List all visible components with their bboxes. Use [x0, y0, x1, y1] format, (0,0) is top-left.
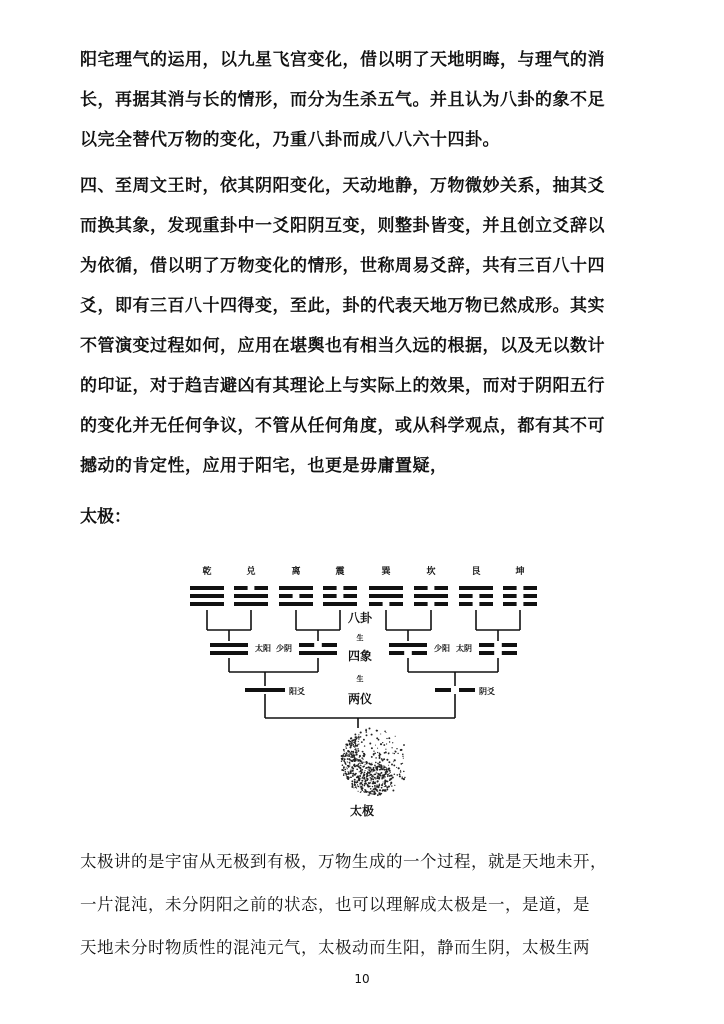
yao-line	[234, 594, 268, 598]
yao-line	[389, 651, 404, 655]
eight-trigrams-label: 八卦	[347, 611, 373, 625]
yao-line	[190, 594, 224, 598]
two-modes-label: 两仪	[347, 692, 373, 706]
yao-line	[299, 643, 314, 647]
yao-line	[210, 651, 248, 655]
generates-label: 生	[356, 675, 364, 683]
yao-line	[369, 602, 383, 606]
yao-line	[459, 688, 475, 692]
yao-line	[435, 688, 451, 692]
yao-line	[234, 602, 268, 606]
yao-line	[502, 643, 517, 647]
text-line: 一片混沌，未分阴阳之前的状态，也可以理解成太极是一，是道，是	[80, 895, 590, 914]
yao-line	[245, 688, 285, 692]
yao-line	[479, 643, 494, 647]
trigram-name-label: 离	[291, 567, 301, 577]
yao-line	[299, 594, 313, 598]
paragraph-3	[80, 840, 660, 969]
yao-line	[414, 602, 428, 606]
yao-line	[343, 594, 357, 598]
trigram-name-label: 震	[335, 567, 345, 577]
yao-line	[369, 586, 403, 590]
yao-line	[523, 602, 537, 606]
yao-line	[279, 602, 313, 606]
text-line: 爻，即有三百八十四得变，至此，卦的代表天地万物已然成形。其实	[80, 296, 605, 316]
text-line: 而换其象，发现重卦中一爻阳阴互变，则整卦皆变，并且创立爻辞以	[80, 216, 605, 236]
yao-line	[414, 586, 428, 590]
yao-line	[503, 602, 517, 606]
yao-line	[389, 602, 403, 606]
yao-line	[412, 651, 427, 655]
yao-line	[523, 594, 537, 598]
four-image-label: 少阳	[434, 644, 450, 653]
generates-label: 生	[356, 634, 364, 642]
taiji-symbol-icon	[341, 727, 406, 796]
text-line: 以完全替代万物的变化，乃重八卦而成八八六十四卦。	[80, 130, 500, 150]
trigram-name-label: 坎	[426, 567, 436, 577]
yao-line	[279, 586, 313, 590]
text-line: 的变化并无任何争议，不管从任何角度，或从科学观点，都有其不可	[80, 416, 605, 436]
text-line: 为依循，借以明了万物变化的情形，世称周易爻辞，共有三百八十四	[80, 256, 605, 276]
text-line: 四、至周文王时，依其阴阳变化，天动地静，万物微妙关系，抽其爻	[80, 176, 605, 196]
yao-line	[479, 594, 493, 598]
yao-line	[459, 594, 473, 598]
four-images-label: 四象	[347, 649, 373, 663]
yao-line	[234, 586, 248, 590]
taiji-label: 太极	[349, 804, 375, 818]
text-line: 太极讲的是宇宙从无极到有极，万物生成的一个过程，就是天地未开，	[80, 852, 607, 871]
yao-line	[323, 602, 357, 606]
two-mode-label: 阳爻	[289, 687, 305, 696]
text-line: 不管演变过程如何，应用在堪舆也有相当久远的根据，以及无以数计	[80, 336, 605, 356]
yao-line	[210, 643, 248, 647]
yao-line	[503, 586, 517, 590]
four-image-label: 太阳	[255, 644, 271, 653]
yao-line	[414, 594, 448, 598]
page-number: 10	[354, 972, 370, 986]
yao-line	[254, 586, 268, 590]
text-line: 撼动的肯定性，应用于阳宅，也更是毋庸置疑，	[80, 456, 448, 476]
yao-line	[479, 651, 494, 655]
yao-line	[323, 594, 337, 598]
yao-line	[299, 651, 337, 655]
yao-line	[479, 602, 493, 606]
text-line: 阳宅理气的运用，以九星飞宫变化，借以明了天地明晦，与理气的消	[80, 50, 605, 70]
yao-line	[434, 602, 448, 606]
yao-line	[279, 594, 293, 598]
trigram-name-label: 兑	[246, 567, 256, 577]
yao-line	[459, 602, 473, 606]
yao-line	[322, 643, 337, 647]
four-image-label: 少阴	[276, 644, 292, 653]
trigram-name-label: 艮	[471, 567, 481, 577]
yao-line	[343, 586, 357, 590]
trigram-name-label: 乾	[202, 567, 212, 577]
yao-line	[503, 594, 517, 598]
yao-line	[389, 643, 427, 647]
yao-line	[190, 586, 224, 590]
yao-line	[323, 586, 337, 590]
yao-line	[190, 602, 224, 606]
four-image-label: 太阴	[456, 644, 472, 653]
yao-line	[369, 594, 403, 598]
text-line: 长，再据其消与长的情形，而分为生杀五气。并且认为八卦的象不足	[80, 90, 605, 110]
yao-line	[523, 586, 537, 590]
trigram-name-label: 巽	[381, 567, 391, 577]
yao-line	[459, 586, 493, 590]
yao-line	[434, 586, 448, 590]
section-heading: 太极：	[80, 507, 131, 527]
text-line: 天地未分时物质性的混沌元气，太极动而生阳，静而生阴，太极生两	[80, 938, 590, 957]
two-mode-label: 阴爻	[479, 687, 495, 696]
text-line: 的印证，对于趋吉避凶有其理论上与实际上的效果，而对于阴阳五行	[80, 376, 605, 396]
trigram-name-label: 坤	[515, 567, 525, 577]
yao-line	[502, 651, 517, 655]
